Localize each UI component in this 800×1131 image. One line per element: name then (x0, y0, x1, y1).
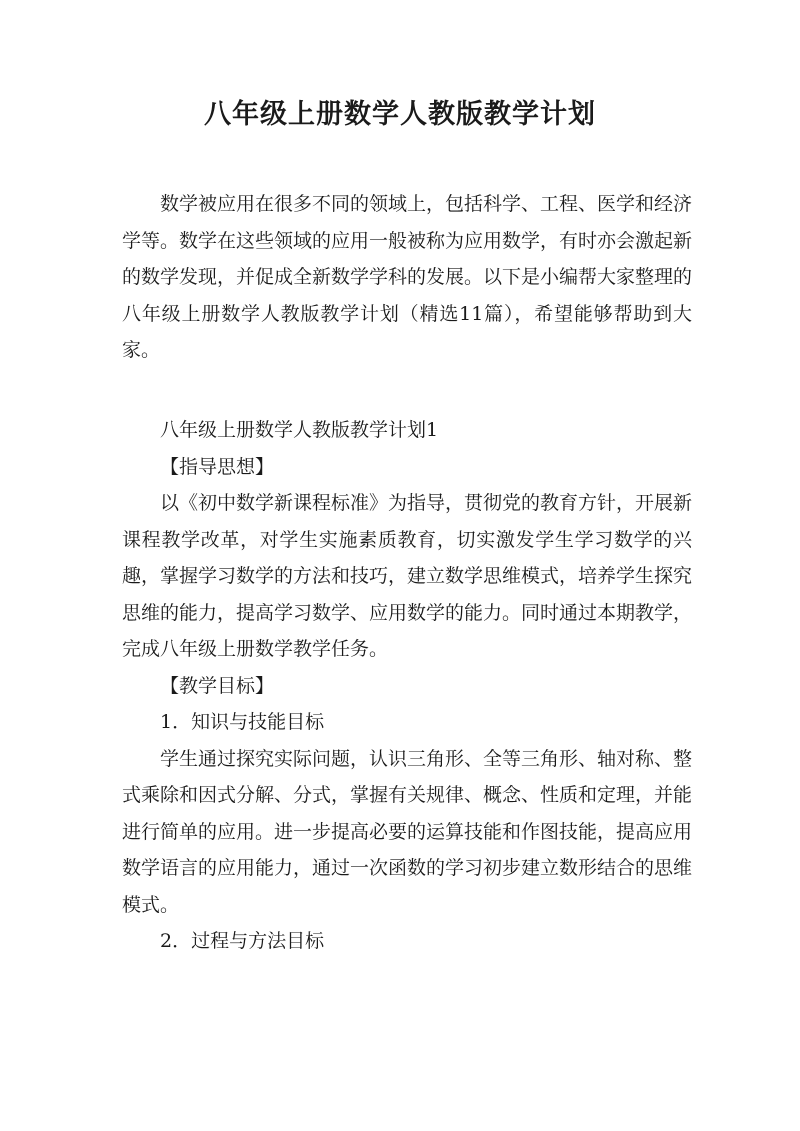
guiding-paragraph: 以《初中数学新课程标准》为指导，贯彻党的教育方针，开展新课程教学改革，对学生实施素质教育，切实激发学生学习数学的兴趣，掌握学习数学的方法和技巧，建立数学思维模式，培养学生探究思维的能力，提高学习数学、应用数学的能力。同时通过本期教学，完成八年级上册数学教学任务。 (122, 492, 693, 660)
article-body (122, 412, 692, 960)
goal1-heading: 1．知识与技能目标 (160, 711, 325, 733)
guiding-heading: 【指导思想】 (160, 455, 275, 478)
goal1-paragraph: 学生通过探究实际问题，认识三角形、全等三角形、轴对称、整式乘除和因式分解、分式，掌握有关规律、概念、性质和定理，并能进行简单的应用。进一步提高必要的运算技能和作图技能，提高应用数学语言的应用能力，通过一次函数的学习初步建立数形结合的思维模式。 (122, 747, 693, 916)
goals-heading: 【教学目标】 (160, 674, 275, 697)
goal2-heading: 2．过程与方法目标 (160, 930, 325, 952)
section-title: 八年级上册数学人教版教学计划1 (160, 419, 439, 441)
intro-paragraph: 数学被应用在很多不同的领域上，包括科学、工程、医学和经济学等。数学在这些领域的应用一般被称为应用数学，有时亦会激起新的数学发现，并促成全新数学学科的发展。以下是小编帮大家整理的八年级上册数学人教版教学计划（精选11篇），希望能够帮助到大家。 (122, 193, 693, 361)
document-title: 八年级上册数学人教版教学计划 (204, 99, 596, 130)
